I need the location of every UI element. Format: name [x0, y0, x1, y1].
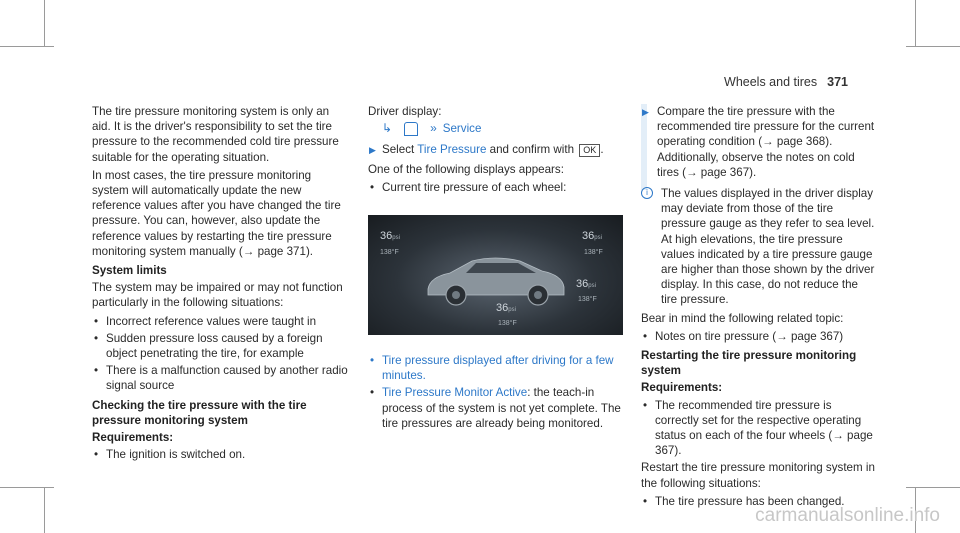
crop-mark [0, 487, 54, 488]
chevron-double-icon: » [430, 121, 437, 136]
list-item: • There is a malfunction caused by another radio signal source [92, 363, 350, 393]
requirements-heading: Requirements: [641, 381, 723, 395]
tire-pressure-display-image [368, 215, 623, 335]
pressure-unit: psi [594, 235, 602, 242]
step-item: ▶ Compare the tire pressure with the recommended tire pressure for the current operating condition (→ page 368). Additionally, observe the notes on cold tires (→ page 367). [641, 104, 875, 180]
note-text: The values displayed in the driver display may deviate from those of the tire pressure gauge as they refer to sea level. At high elevations, the tire pressure values indicated by a tire pressure gauge are higher than those shown by the driver display. In this case, do not reduce the tire pressure. [661, 187, 875, 307]
tire-temp: 138°F [578, 296, 597, 304]
section-heading: Restarting the tire pressure monitoring system [641, 349, 857, 378]
column-left [92, 104, 350, 464]
ok-button-glyph: OK [579, 144, 600, 157]
page-header [724, 75, 848, 89]
list-item: • Current tire pressure of each wheel: [368, 180, 623, 195]
paragraph: The tire pressure monitoring system is only an aid. It is the driver's responsibility to set the tire pressure to the recommended cold tire pressure suitable for the operating situation. [92, 105, 339, 164]
list-item: • Sudden pressure loss caused by a foreign object penetrating the tire, for example [92, 331, 350, 361]
tire-front-left [380, 229, 400, 246]
section-heading: Checking the tire pressure with the tire pressure monitoring system [92, 398, 307, 427]
arrow-right-icon: ↳ [382, 121, 393, 136]
crop-mark [915, 0, 916, 46]
pressure-value: 36 [496, 302, 509, 315]
watermark: carmanualsonline.info [755, 505, 940, 526]
home-icon [404, 122, 418, 136]
column-middle [368, 104, 623, 433]
section-title: Wheels and tires [724, 75, 818, 89]
menu-tire-pressure: Tire Pressure [417, 143, 487, 157]
crop-mark [0, 46, 54, 47]
car-illustration [420, 249, 570, 309]
pressure-value: 36 [582, 230, 595, 243]
tire-temp: 138°F [498, 320, 517, 328]
menu-service: Service [442, 122, 482, 136]
crop-mark [44, 0, 45, 46]
list-item: • Incorrect reference values were taught in [92, 314, 350, 329]
list-item: • The ignition is switched on. [92, 447, 350, 462]
pressure-value: 36 [576, 278, 589, 291]
status-message: Tire Pressure Monitor Active [382, 386, 528, 400]
section-heading: System limits [92, 264, 167, 278]
list-item: • The tire pressure has been changed. [641, 494, 875, 509]
note [641, 186, 875, 308]
column-right [641, 104, 875, 511]
step-text: and confirm with [489, 143, 575, 157]
list-item: • Notes on tire pressure (→ page 367) [641, 329, 875, 344]
page-number: 371 [827, 75, 848, 89]
crop-mark [906, 46, 960, 47]
paragraph: Driver display: [368, 105, 442, 118]
list-item: • Tire pressure displayed after driving for a few minutes. [368, 353, 623, 383]
step-text: Select [382, 143, 415, 157]
paragraph: Bear in mind the following related topic: [641, 311, 844, 325]
paragraph: One of the following displays appears: [368, 162, 564, 176]
tire-temp: 138°F [380, 249, 399, 257]
tire-front-right [582, 229, 602, 246]
crop-mark [906, 487, 960, 488]
list-item: • The recommended tire pressure is correctly set for the respective operating status on each of the four wheels (→ page 367). [641, 398, 875, 459]
paragraph: In most cases, the tire pressure monitoring system will automatically update the new reference values after you have changed the tire pressure. You can, however, also update the reference values by restarting the tire pressure monitoring system manually (→ page 371). [92, 168, 341, 258]
crop-mark [44, 487, 45, 533]
paragraph: Restart the tire pressure monitoring system in the following situations: [641, 461, 875, 490]
pressure-unit: psi [392, 235, 400, 242]
requirements-heading: Requirements: [92, 431, 174, 445]
pressure-value: 36 [380, 230, 393, 243]
status-description: : the teach-in process of the system is not yet complete. The tire pressures are already being monitored. [382, 386, 621, 430]
info-icon: i [641, 187, 653, 199]
tire-temp: 138°F [584, 249, 603, 257]
step-item: ▶ Select Tire Pressure and confirm with OK . [368, 142, 623, 157]
pressure-unit: psi [508, 307, 516, 314]
list-item [368, 385, 623, 431]
paragraph: The system may be impaired or may not function particularly in the following situations: [92, 281, 343, 310]
pressure-unit: psi [588, 283, 596, 290]
menu-path [368, 121, 623, 136]
